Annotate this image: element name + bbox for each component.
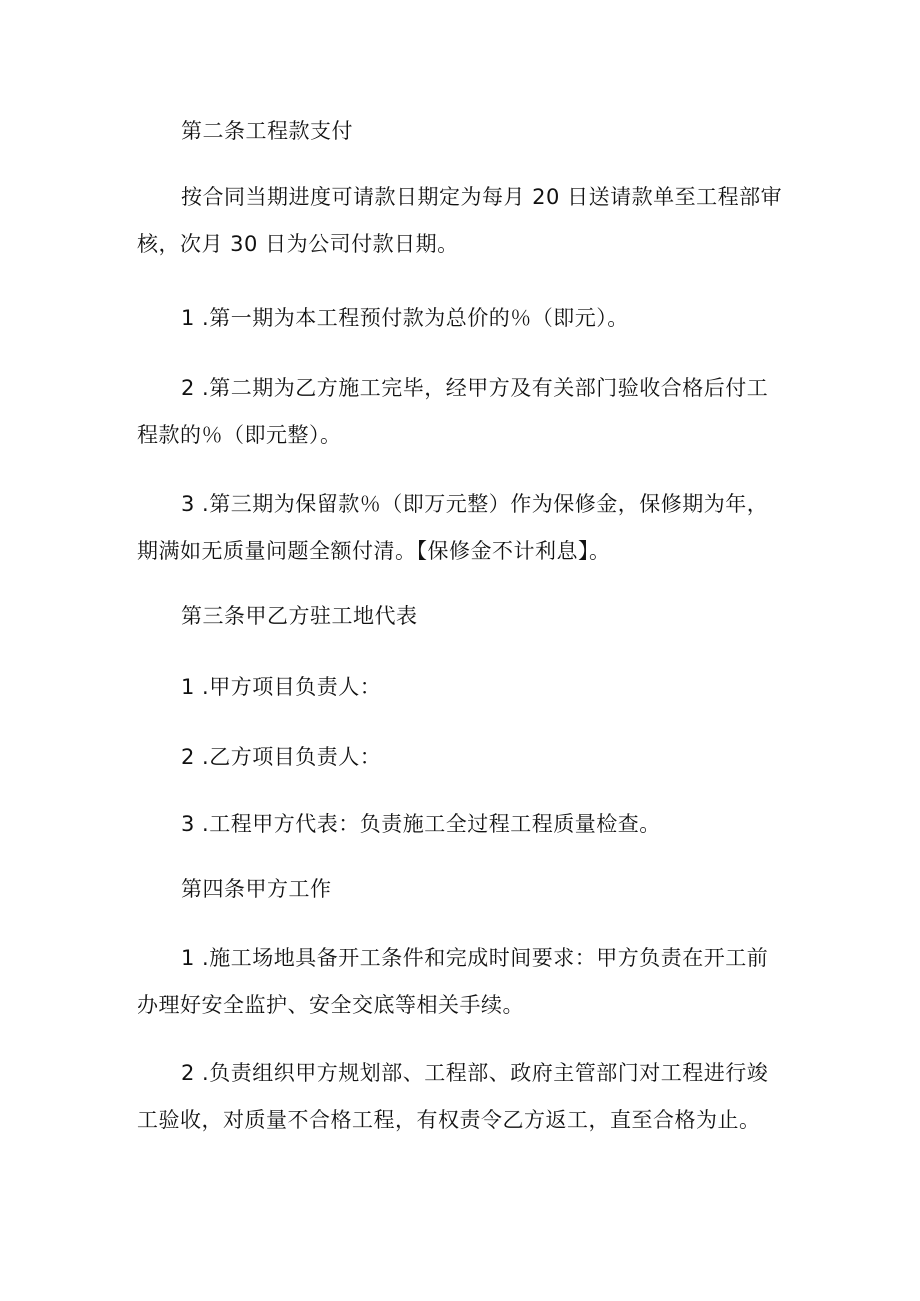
list-item-third-payment <box>137 481 787 575</box>
list-item-party-b-lead <box>137 734 787 781</box>
text-line: 第三条甲乙方驻工地代表 <box>181 604 418 628</box>
list-item-second-payment <box>137 365 787 459</box>
list-item-site-conditions <box>137 935 787 1029</box>
text-line: 工验收，对质量不合格工程，有权责令乙方返工，直至合格为止。 <box>137 1108 761 1132</box>
text-line: 2 .第二期为乙方施工完毕，经甲方及有关部门验收合格后付工 <box>181 376 769 400</box>
text-line: 办理好安全监护、安全交底等相关手续。 <box>137 993 524 1017</box>
text-line: 1 .甲方项目负责人： <box>181 675 382 699</box>
text-line: 期满如无质量问题全额付清。【保修金不计利息】。 <box>137 539 611 563</box>
paragraph-payment-date <box>137 174 787 268</box>
text-line: 2 .乙方项目负责人： <box>181 745 382 769</box>
list-item-party-a-representative <box>137 801 787 848</box>
list-item-acceptance <box>137 1050 787 1144</box>
section-heading-payment <box>137 108 787 155</box>
list-item-party-a-lead <box>137 664 787 711</box>
text-line: 核，次月 30 日为公司付款日期。 <box>137 232 459 256</box>
text-line: 第四条甲方工作 <box>181 877 332 901</box>
text-line: 1 .第一期为本工程预付款为总价的％（即元）。 <box>181 306 629 330</box>
text-line: 3 .工程甲方代表：负责施工全过程工程质量检查。 <box>181 812 661 836</box>
list-item-first-payment <box>137 295 787 342</box>
section-heading-representatives <box>137 593 787 640</box>
text-line: 按合同当期进度可请款日期定为每月 20 日送请款单至工程部审 <box>181 185 783 209</box>
text-line: 3 .第三期为保留款％（即万元整）作为保修金，保修期为年， <box>181 492 769 516</box>
text-line: 程款的％（即元整）。 <box>137 423 342 447</box>
text-line: 2 .负责组织甲方规划部、工程部、政府主管部门对工程进行竣 <box>181 1061 769 1085</box>
section-heading-party-a-work <box>137 866 787 913</box>
text-line: 第二条工程款支付 <box>181 119 353 143</box>
text-line: 1 .施工场地具备开工条件和完成时间要求：甲方负责在开工前 <box>181 946 769 970</box>
